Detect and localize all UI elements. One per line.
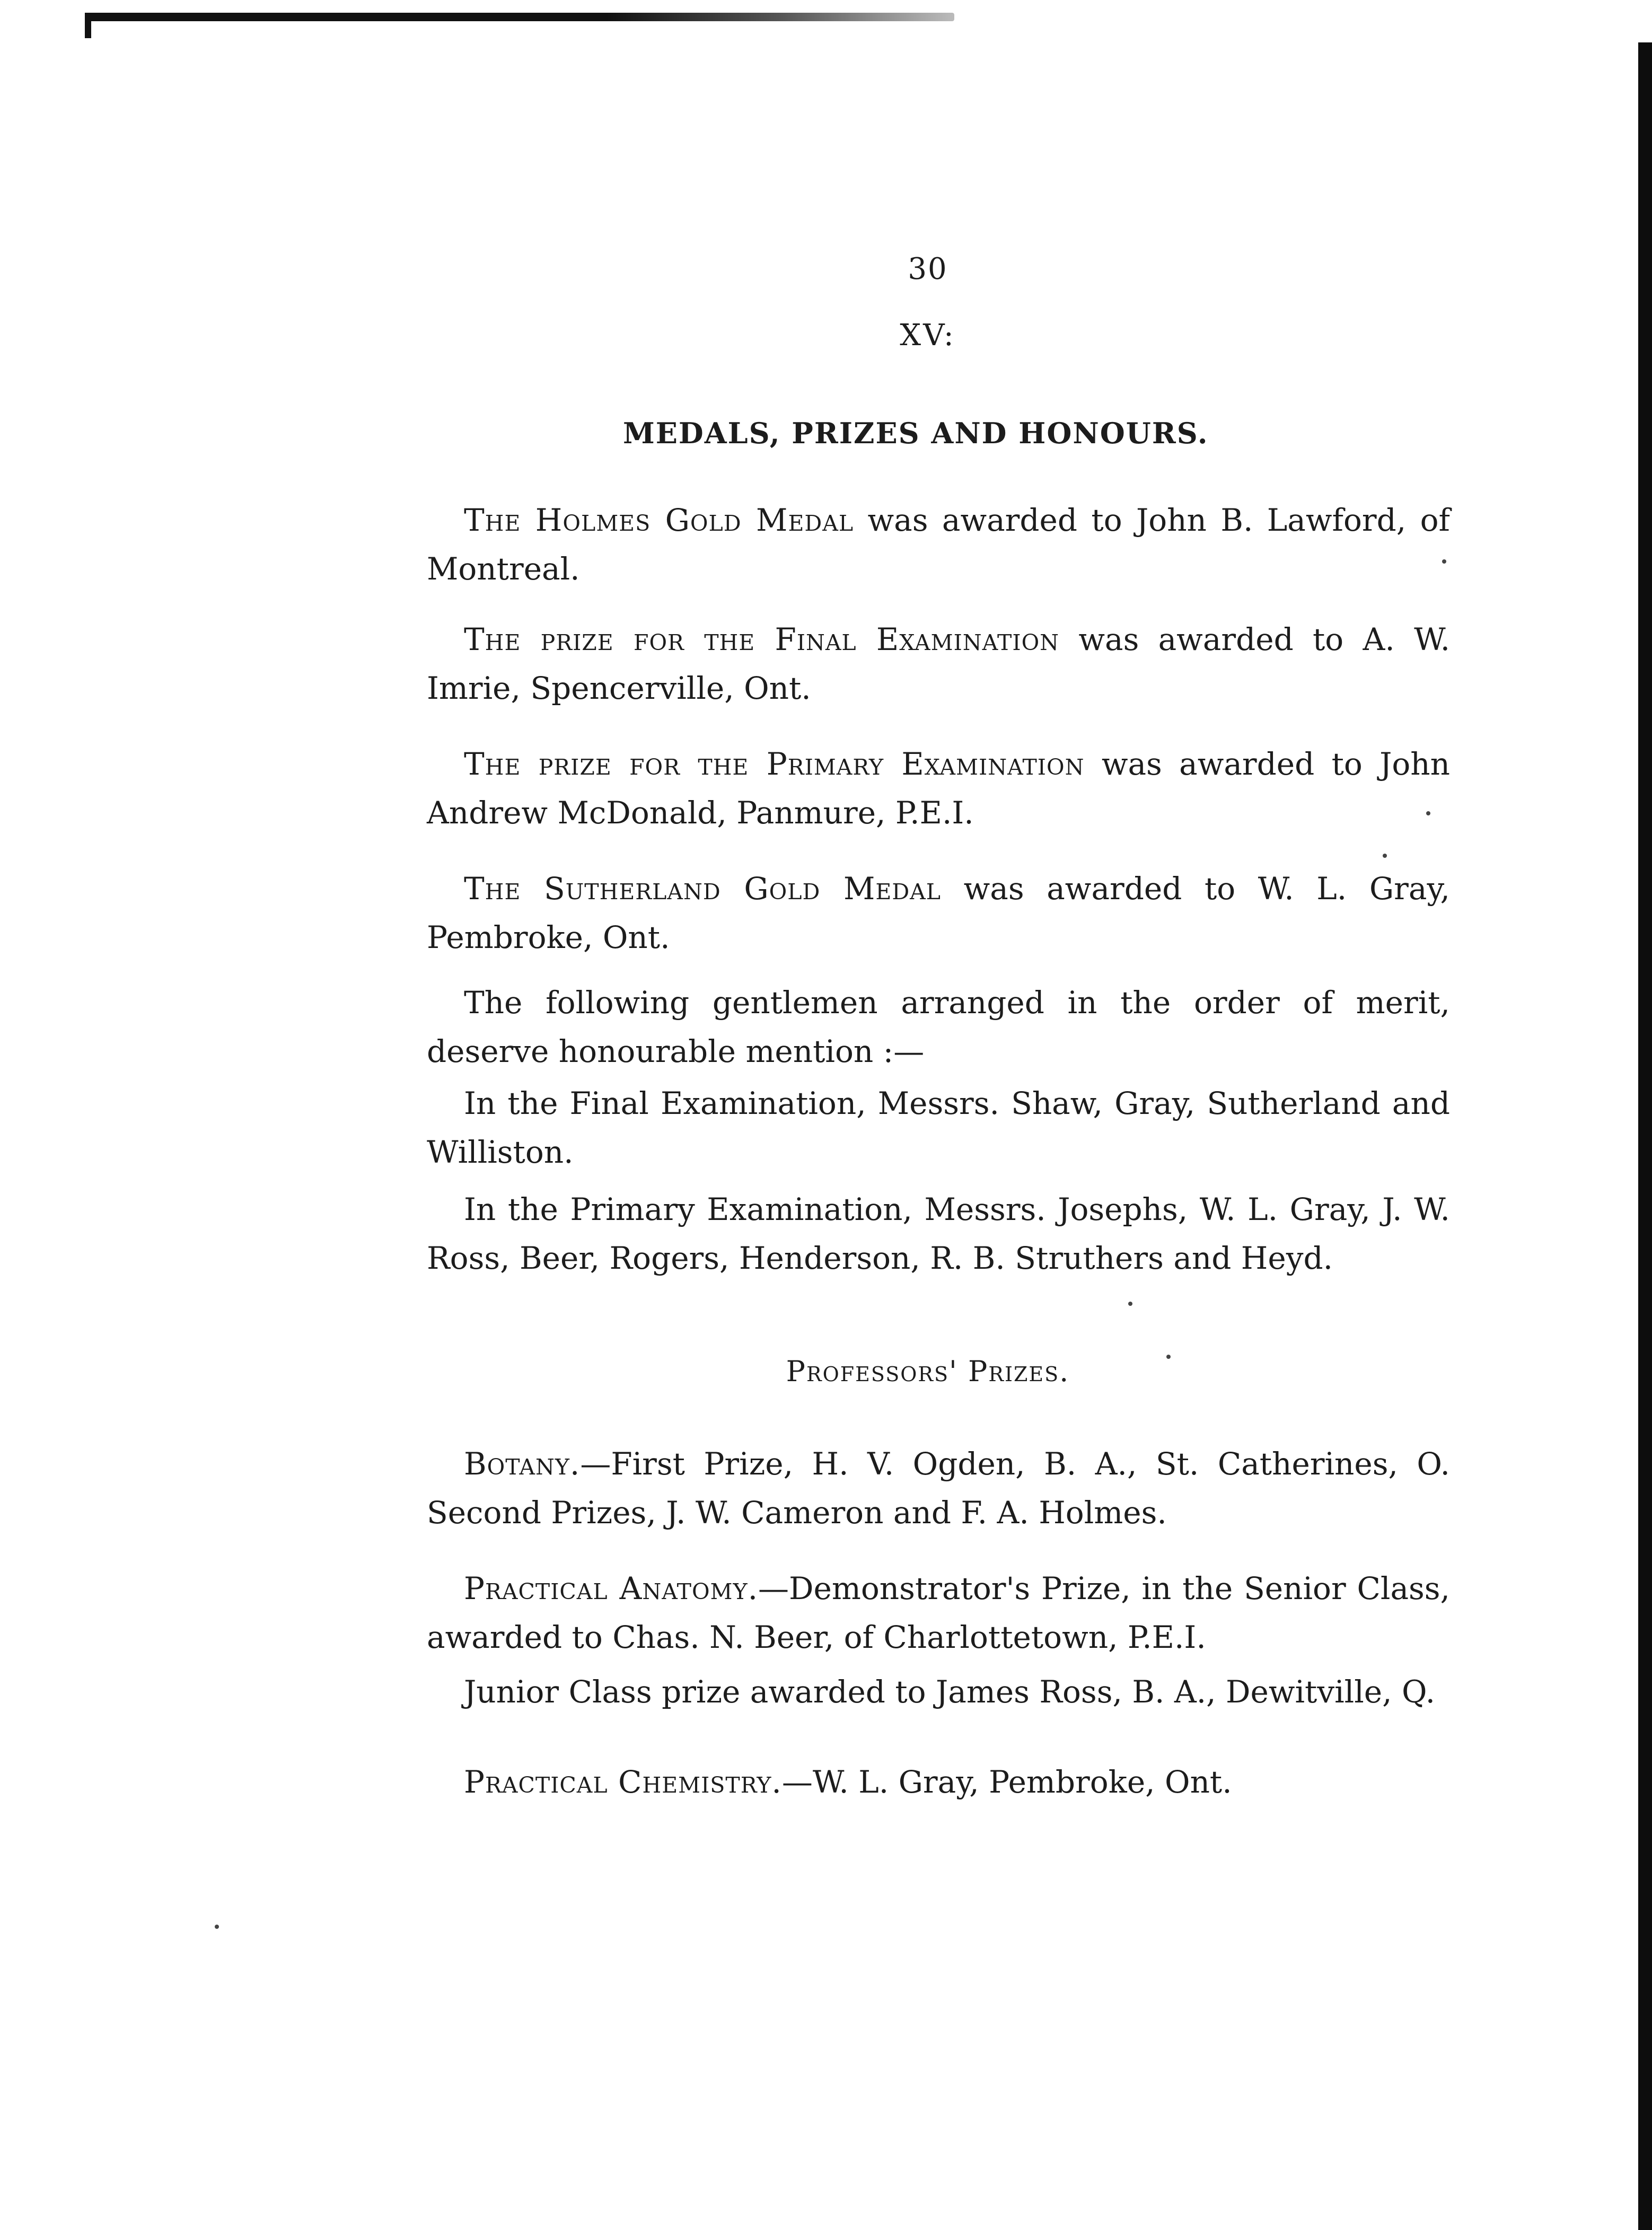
award-name: The prize for the Primary Examination — [464, 746, 1085, 782]
award-name: The prize for the Final Examination — [464, 621, 1060, 657]
prize-text: —Demonstrator's Prize, in the Senior Class, awarded to Chas. N. Beer, of Charlottetown, P.E.I. — [427, 1570, 1450, 1655]
top-border-tick — [85, 13, 91, 38]
prize-subject: Practical Anatomy. — [464, 1570, 759, 1606]
award-text: was awarded to John Andrew McDonald, Panmure, P.E.I. — [427, 746, 1450, 831]
award-paragraph — [427, 740, 1450, 837]
paper-speck — [1383, 854, 1387, 858]
award-paragraph — [427, 615, 1450, 713]
paper-speck — [215, 1925, 219, 1929]
honourable-mention-final: In the Final Examination, Messrs. Shaw, Gray, Sutherland and Williston. — [427, 1085, 1450, 1170]
paper-speck — [1426, 811, 1430, 815]
paper-speck — [1128, 1302, 1132, 1306]
honourable-mention-intro: The following gentlemen arranged in the order of merit, deserve honourable mention :— — [427, 985, 1450, 1069]
paper-speck — [1166, 1355, 1171, 1359]
award-text: was awarded to John B. Lawford, of Montreal. — [427, 502, 1450, 587]
section-numeral: XV: — [900, 318, 956, 353]
paper-speck — [1442, 559, 1446, 564]
award-paragraph — [427, 864, 1450, 962]
page-title: MEDALS, PRIZES AND HONOURS. — [623, 416, 1209, 450]
practical-chemistry-prize — [427, 1758, 1450, 1806]
award-paragraph — [427, 496, 1450, 593]
award-name: The Holmes Gold Medal — [464, 502, 854, 538]
botany-prize — [427, 1439, 1450, 1537]
award-name: The Sutherland Gold Medal — [464, 871, 942, 907]
practical-anatomy-prize — [427, 1564, 1450, 1662]
junior-class-prize: Junior Class prize awarded to James Ross, B. A., Dewitville, Q. — [464, 1674, 1436, 1710]
prize-text: —W. L. Gray, Pembroke, Ont. — [781, 1764, 1232, 1800]
award-text: was awarded to W. L. Gray, Pembroke, Ont. — [427, 871, 1450, 955]
page-number: 30 — [908, 252, 948, 286]
top-border-rule — [85, 13, 954, 21]
page-edge-shadow — [1638, 42, 1652, 2230]
professors-prizes-heading: Professors' Prizes. — [786, 1355, 1070, 1388]
prize-text: —First Prize, H. V. Ogden, B. A., St. Catherines, O. Second Prizes, J. W. Cameron and F. A. Holmes. — [427, 1446, 1450, 1531]
honourable-mention-primary: In the Primary Examination, Messrs. Josephs, W. L. Gray, J. W. Ross, Beer, Rogers, Henderson, R. B. Struthers and Heyd. — [427, 1191, 1450, 1276]
prize-subject: Botany. — [464, 1446, 581, 1482]
prize-subject: Practical Chemistry. — [464, 1764, 782, 1800]
award-text: was awarded to A. W. Imrie, Spencerville, Ont. — [427, 621, 1451, 706]
